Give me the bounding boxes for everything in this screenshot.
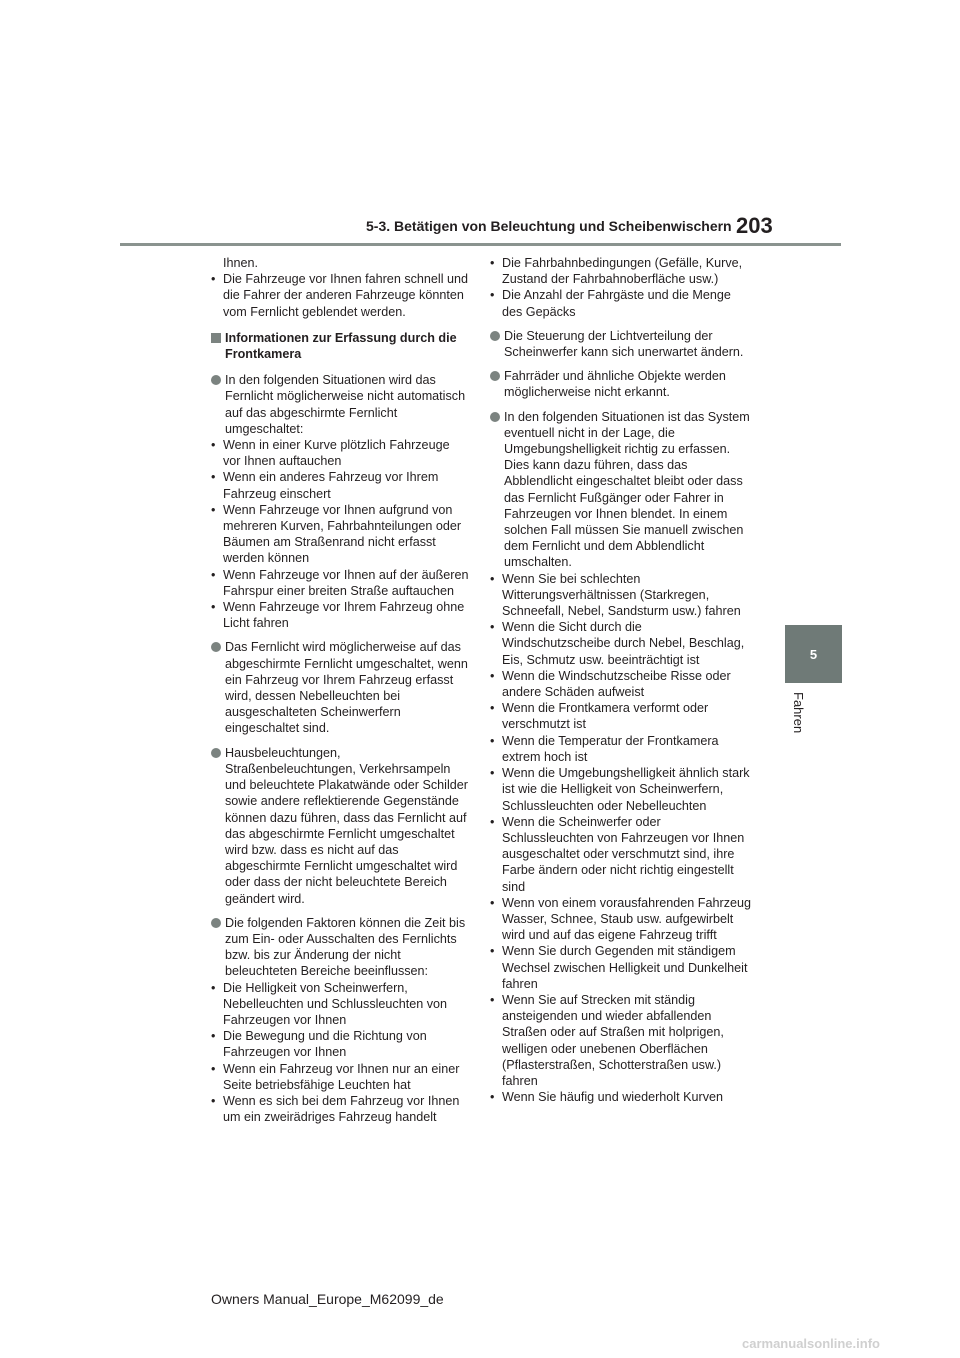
info-item-text: In den folgenden Situationen wird das Fernlicht möglicherweise nicht automatisch auf das abgeschirmte Fernlicht umgeschaltet: [225, 373, 466, 436]
info-item-text: Die Steuerung der Lichtverteilung der Scheinwerfer kann sich unerwartet ändern. [504, 328, 744, 360]
info-item [211, 915, 469, 980]
list-item: • Wenn die Sicht durch die Windschutzscheibe durch Nebel, Beschlag, Eis, Schmutz usw. beeinträchtigt ist [490, 619, 752, 668]
circle-bullet-icon [211, 375, 221, 385]
info-item-text: In den folgenden Situationen ist das System eventuell nicht in der Lage, die Umgebungshelligkeit richtig zu erfassen. Dies kann dazu führen, dass das Abblendlicht eingeschaltet bleibt oder dass das Fernlicht Fußgänger oder Fahrer in Fahrzeugen vor Ihnen blendet. In einem solchen Fall müssen Sie manuell zwischen dem Fernlicht und dem Abblendlicht umschalten. [504, 409, 750, 570]
circle-bullet-icon [490, 331, 500, 341]
info-item [490, 368, 752, 400]
right-column [490, 255, 752, 1105]
chapter-tab [785, 625, 842, 683]
list-item: • Wenn Sie häufig und wiederholt Kurven [490, 1089, 752, 1105]
list-item: • Wenn Fahrzeuge vor Ihnen auf der äußeren Fahrspur einer breiten Straße auftauchen [211, 567, 469, 599]
section-block [211, 330, 469, 362]
info-item [211, 372, 469, 437]
list-item: • Wenn von einem vorausfahrenden Fahrzeug Wasser, Schnee, Staub usw. aufgewirbelt wird und auf das eigene Fahrzeug trifft [490, 895, 752, 944]
list-item: • Wenn Fahrzeuge vor Ihnen aufgrund von mehreren Kurven, Fahrbahnteilungen oder Bäumen am Straßenrand nicht erfasst werden können [211, 502, 469, 567]
list-item: • Wenn es sich bei dem Fahrzeug vor Ihnen um ein zweirädriges Fahrzeug handelt [211, 1093, 469, 1125]
list-item: • Wenn die Temperatur der Frontkamera extrem hoch ist [490, 733, 752, 765]
list-item: • Die Anzahl der Fahrgäste und die Menge des Gepäcks [490, 287, 752, 319]
list-item: • Die Fahrbahnbedingungen (Gefälle, Kurve, Zustand der Fahrbahnoberfläche usw.) [490, 255, 752, 287]
circle-bullet-icon [211, 642, 221, 652]
list-item: • Die Helligkeit von Scheinwerfern, Nebelleuchten und Schlussleuchten von Fahrzeugen vor Ihnen [211, 980, 469, 1029]
intro-continuation: Ihnen. [223, 256, 259, 270]
circle-bullet-icon [490, 412, 500, 422]
list-item: • Wenn Sie durch Gegenden mit ständigem Wechsel zwischen Helligkeit und Dunkelheit fahren [490, 943, 752, 992]
list-item: • Wenn die Windschutzscheibe Risse oder andere Schäden aufweist [490, 668, 752, 700]
intro-bullet: • Die Fahrzeuge vor Ihnen fahren schnell und die Fahrer der anderen Fahrzeuge könnten vom Fernlicht geblendet werden. [211, 271, 469, 320]
chapter-label: Fahren [791, 692, 806, 734]
header-title: 5-3. Betätigen von Beleuchtung und Scheibenwischern [366, 218, 732, 234]
circle-bullet-icon [211, 748, 221, 758]
header-rule [120, 243, 841, 246]
list-item: • Wenn in einer Kurve plötzlich Fahrzeuge vor Ihnen auftauchen [211, 437, 469, 469]
list-item: • Wenn die Frontkamera verformt oder verschmutzt ist [490, 700, 752, 732]
circle-bullet-icon [211, 918, 221, 928]
chapter-number: 5 [809, 646, 818, 662]
list-item: • Wenn ein anderes Fahrzeug vor Ihrem Fahrzeug einschert [211, 469, 469, 501]
list-item: • Wenn Fahrzeuge vor Ihrem Fahrzeug ohne Licht fahren [211, 599, 469, 631]
section-heading: Informationen zur Erfassung durch die Frontkamera [225, 330, 457, 362]
info-item-text: Die folgenden Faktoren können die Zeit bis zum Ein- oder Ausschalten des Fernlichts bzw. bis zur Änderung der nicht beleuchteten Bereiche beeinflussen: [225, 915, 466, 979]
list-item: • Wenn die Scheinwerfer oder Schlussleuchten von Fahrzeugen vor Ihnen ausgeschaltet oder verschmutzt sind, ihre Farbe ändern oder nicht richtig eingestellt sind [490, 814, 752, 895]
watermark: carmanualsonline.info [742, 1336, 880, 1351]
info-item-text: Fahrräder und ähnliche Objekte werden möglicherweise nicht erkannt. [504, 369, 726, 400]
info-item [211, 639, 469, 736]
list-item: • Wenn Sie bei schlechten Witterungsverhältnissen (Starkregen, Schneefall, Nebel, Sandsturm usw.) fahren [490, 571, 752, 620]
left-column [211, 255, 469, 1125]
footer-text: Owners Manual_Europe_M62099_de [211, 1291, 444, 1307]
info-item [490, 409, 752, 571]
circle-bullet-icon [490, 371, 500, 381]
info-item [211, 745, 469, 907]
list-item: • Wenn die Umgebungshelligkeit ähnlich stark ist wie die Helligkeit von Scheinwerfern, Schlussleuchten oder Nebelleuchten [490, 765, 752, 814]
list-item: • Wenn ein Fahrzeug vor Ihnen nur an einer Seite betriebsfähige Leuchten hat [211, 1061, 469, 1093]
info-item-text: Das Fernlicht wird möglicherweise auf das abgeschirmte Fernlicht umgeschaltet, wenn ein Fahrzeug vor Ihrem Fahrzeug erfasst wird, dessen Nebelleuchten bei ausgeschalteten Scheinwerfern eingeschaltet sind. [225, 640, 468, 736]
page-number: 203 [736, 213, 773, 238]
info-item-text: Hausbeleuchtungen, Straßenbeleuchtungen, Verkehrsampeln und beleuchtete Plakatwände oder Schilder sowie andere reflektierende Gegenstände können dazu führen, dass das Fernlicht auf das abgeschirmte Fernlicht umgeschaltet wird bzw. dass es nicht auf das abgeschirmte Fernlicht umgeschaltet wird oder dass der nicht beleuchtete Bereich geändert wird. [225, 745, 468, 906]
info-item [490, 328, 752, 360]
list-item: • Wenn Sie auf Strecken mit ständig ansteigenden und wieder abfallenden Straßen oder auf Straßen mit holprigen, welligen oder unebenen Oberflächen (Pflasterstraßen, Schotterstraßen usw.) fahren [490, 992, 752, 1089]
square-bullet-icon [211, 333, 221, 343]
list-item: • Die Bewegung und die Richtung von Fahrzeugen vor Ihnen [211, 1028, 469, 1060]
